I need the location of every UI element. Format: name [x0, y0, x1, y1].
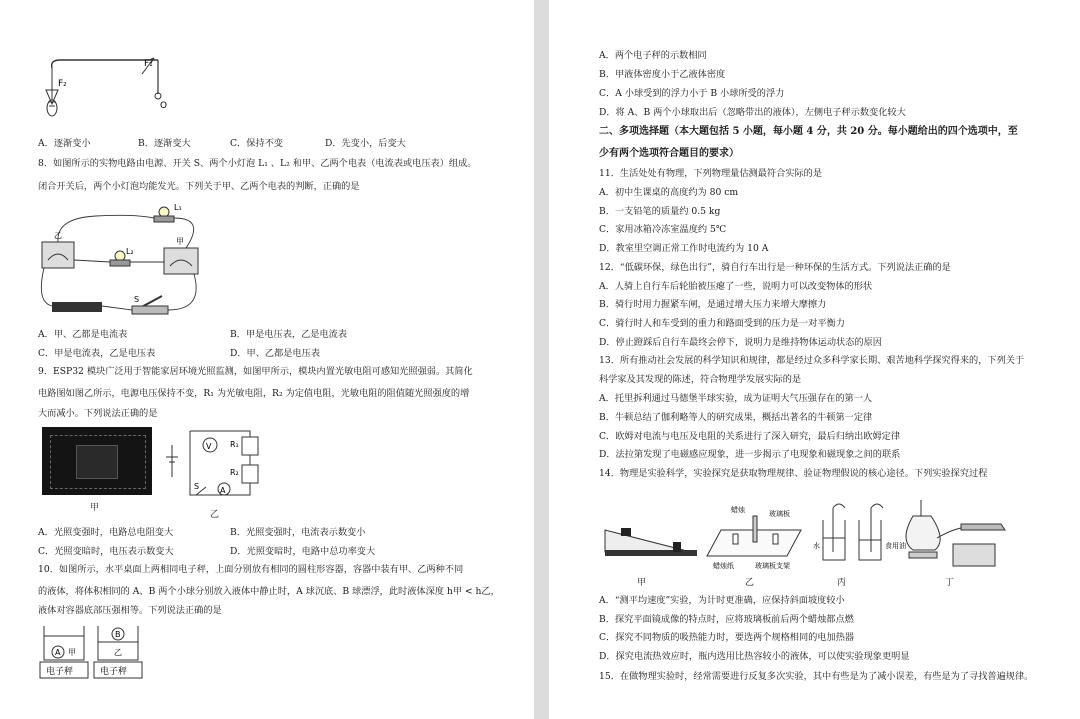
- q11-text: 11．生活处处有物理，下列物理量估测最符合实际的是: [599, 168, 823, 179]
- q10-option-a: A．两个电子秤的示数相同: [599, 50, 707, 61]
- ball-a-label: A: [55, 648, 61, 657]
- q12-option-d: D．停止蹬踩后自行车最终会停下，说明力是维持物体运动状态的原因: [599, 337, 882, 348]
- v-label: V: [206, 442, 212, 451]
- jia-label: 甲: [176, 237, 184, 246]
- q14-option-d: D．探究电流热效应时，瓶内选用比热容较小的液体，可以使实验现象更明显: [599, 651, 910, 662]
- q14-text: 14．物理是实验科学，实验探究是获取物理规律、验证物理假说的核心途径。下列实验探究过程: [599, 468, 988, 479]
- oil-label: 食用油: [885, 542, 906, 550]
- stand-label: 玻璃板支架: [755, 562, 790, 570]
- q10-text-line-3: 液体对容器底部压强相等。下列说法正确的是: [38, 605, 222, 616]
- q15-text: 15．在做物理实验时，经常需要进行反复多次实验，其中有些是为了减小误差，有些是为了寻找普遍规律。: [599, 671, 1034, 682]
- fig-14-bing: 丙: [837, 578, 847, 588]
- liquid-yi-label: 乙: [114, 648, 122, 657]
- q9-option-a: A．光照变强时，电路总电阻变大: [38, 527, 174, 538]
- q8-text-line-1: 8．如图所示的实物电路由电源、开关 S、两个小灯泡 L₁ 、L₂ 和甲、乙两个电表（电流表或电压表）组成。: [38, 158, 477, 169]
- q8-option-a: A．甲、乙都是电流表: [38, 329, 128, 340]
- q12-text: 12．“低碳环保，绿色出行”，骑自行车出行是一种环保的生活方式。下列说法正确的是: [599, 262, 951, 273]
- ball-b-label: B: [115, 630, 121, 639]
- circuit-figure-q8: [36, 198, 216, 322]
- l1-label: L₁: [174, 203, 182, 212]
- scales-figure: [38, 622, 148, 682]
- q13-option-b: B．牛顿总结了伽利略等人的研究成果，概括出著名的牛顿第一定律: [599, 412, 873, 423]
- yi-label: 乙: [54, 231, 62, 240]
- a-label: A: [220, 486, 226, 495]
- fig-yi-caption: 乙: [210, 510, 220, 520]
- q9-option-c: C．光照变暗时，电压表示数变大: [38, 546, 174, 557]
- s-label-q9: S: [194, 482, 200, 491]
- q10-text-line-2: 的液体，将体积相同的 A、B 两个小球分别放入液体中静止时，A 球沉底、B 球漂浮，此时液体深度 h甲 < h乙，: [38, 586, 500, 597]
- s-label: S: [134, 295, 140, 304]
- q14-option-c: C．探究不同物质的吸热能力时，要选两个规格相同的电加热器: [599, 632, 855, 643]
- experiment-figures-q14: [601, 490, 1021, 590]
- left-page: [0, 0, 534, 719]
- q8-option-b: B．甲是电压表，乙是电流表: [230, 329, 348, 340]
- circuit-figure-q9: [160, 425, 260, 505]
- r1-label: R₁: [230, 440, 239, 449]
- fig-14-ding: 丁: [945, 578, 955, 588]
- water-label: 水: [813, 542, 820, 550]
- glass-label: 玻璃板: [769, 510, 790, 518]
- scale-left-label: 电子秤: [46, 667, 74, 677]
- o-label: O: [160, 101, 168, 111]
- q9-option-d: D．光照变暗时，电路中总功率变大: [230, 546, 376, 557]
- q8-option-c: C．甲是电流表，乙是电压表: [38, 348, 156, 359]
- r2-label: R₂: [230, 468, 239, 477]
- q7-option-c: C．保持不变: [230, 138, 283, 149]
- paper-label: 蜡烛纸: [713, 562, 734, 570]
- q8-option-d: D．甲、乙都是电压表: [230, 348, 321, 359]
- q9-text-line-3: 大而减小。下列说法正确的是: [38, 408, 158, 419]
- q13-option-d: D．法拉第发现了电磁感应现象，进一步揭示了电现象和磁现象之间的联系: [599, 449, 901, 460]
- q7-option-b: B．逐渐变大: [138, 138, 191, 149]
- esp32-photo: [42, 427, 152, 495]
- liquid-jia-label: 甲: [68, 648, 76, 657]
- q12-option-b: B．骑行时用力握紧车闸，是通过增大压力来增大摩擦力: [599, 299, 827, 310]
- q13-option-c: C．欧姆对电流与电压及电阻的关系进行了深入研究，最后归纳出欧姆定律: [599, 431, 901, 442]
- q11-option-d: D．教室里空调正常工作时电流约为 10 A: [599, 243, 769, 254]
- f2-label: F₂: [58, 79, 67, 89]
- q8-text-line-2: 闭合开关后，两个小灯泡均能发光。下列关于甲、乙两个电表的判断，正确的是: [38, 181, 360, 192]
- fig-jia-caption: 甲: [90, 503, 100, 513]
- q9-option-b: B．光照变强时，电流表示数变小: [230, 527, 366, 538]
- q10-text-line-1: 10．如图所示，水平桌面上两相同电子秤，上面分别放有相同的圆柱形容器，容器中装有甲、乙两种不同: [38, 564, 464, 575]
- q11-option-a: A．初中生课桌的高度约为 80 cm: [599, 187, 739, 198]
- section-2-heading-line-1: 二、多项选择题（本大题包括 5 小题，每小题 4 分，共 20 分。每小题给出的四个选项中，至: [599, 126, 1018, 137]
- q12-option-c: C．骑行时人和车受到的重力和路面受到的压力是一对平衡力: [599, 318, 845, 329]
- q13-option-a: A．托里拆利通过马德堡半球实验，成为证明大气压强存在的第一人: [599, 393, 873, 404]
- candle-label: 蜡烛: [731, 506, 745, 514]
- f1-label: F₁: [144, 59, 153, 69]
- q9-text-line-2: 电路图如图乙所示，电源电压保持不变，R₁ 为光敏电阻，R₂ 为定值电阻，光敏电阻的阻值随光照强度的增: [38, 388, 470, 399]
- q14-option-a: A．“测平均速度”实验，为计时更准确，应保持斜面坡度较小: [599, 595, 845, 606]
- l2-label: L₂: [126, 247, 134, 256]
- q12-option-a: A．人骑上自行车后轮胎被压瘪了一些，说明力可以改变物体的形状: [599, 281, 873, 292]
- q7-option-a: A．逐渐变小: [38, 138, 91, 149]
- q13-text-line-2: 科学家及其发现的陈述，符合物理学发展实际的是: [599, 374, 802, 385]
- right-page: [549, 0, 1080, 719]
- q14-option-b: B．探究平面镜成像的特点时，应将玻璃板前后两个蜡烛都点燃: [599, 614, 854, 625]
- q10-option-b: B．甲液体密度小于乙液体密度: [599, 69, 726, 80]
- q13-text-line-1: 13．所有推动社会发展的科学知识和规律，都是经过众多科学家长期、艰苦地科学探究得来的，下列关于: [599, 355, 1025, 366]
- q7-option-d: D．先变小，后变大: [325, 138, 406, 149]
- lever-figure: [38, 52, 178, 122]
- fig-14-yi: 乙: [745, 578, 755, 588]
- q11-option-c: C．家用冰箱冷冻室温度约 5℃: [599, 224, 727, 235]
- q11-option-b: B．一支铅笔的质量约 0.5 kg: [599, 206, 721, 217]
- scale-right-label: 电子秤: [100, 667, 128, 677]
- q10-option-c: C．A 小球受到的浮力小于 B 小球所受的浮力: [599, 88, 785, 99]
- q9-text-line-1: 9．ESP32 模块广泛用于智能家居环境光照监测，如图甲所示，模块内置光敏电阻可感知光照强弱。其简化: [38, 366, 473, 377]
- page-gap: [534, 0, 549, 719]
- fig-14-jia: 甲: [637, 578, 647, 588]
- q10-option-d: D．将 A、B 两个小球取出后（忽略带出的液体），左侧电子秤示数变化较大: [599, 107, 906, 118]
- section-2-heading-line-2: 少有两个选项符合题目的要求）: [599, 148, 739, 159]
